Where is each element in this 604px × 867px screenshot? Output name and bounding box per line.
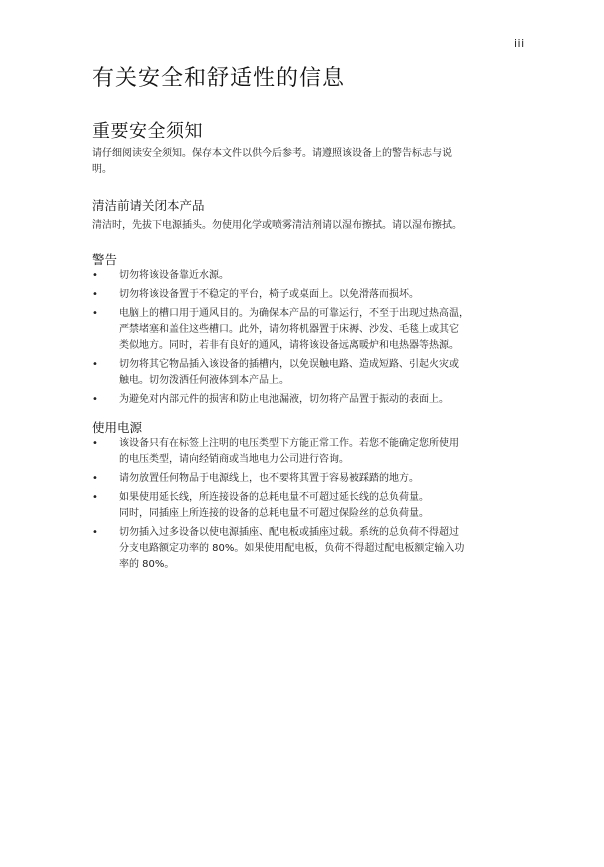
list-item-text: 为避免对内部元件的损害和防止电池漏液，切勿将产品置于振动的表面上。 — [119, 394, 449, 405]
power-heading: 使用电源 — [92, 420, 143, 435]
list-item — [92, 436, 524, 468]
list-item-text: 触电。切勿泼洒任何液体到本产品上。 — [119, 375, 289, 386]
page-title: 有关安全和舒适性的信息 — [92, 66, 346, 91]
page-number: iii — [514, 37, 525, 50]
list-item — [92, 471, 524, 487]
intro-line: 明。 — [92, 164, 112, 175]
bullet-icon: • — [92, 359, 98, 370]
list-item — [92, 392, 524, 408]
list-item-text: 切勿将其它物品插入该设备的插槽内，以免误触电路、造成短路、引起火灾或 — [119, 359, 459, 370]
bullet-icon: • — [92, 270, 98, 281]
list-item-text: 的电压类型，请向经销商或当地电力公司进行咨询。 — [119, 454, 349, 465]
bullet-icon: • — [92, 438, 98, 449]
bullet-icon: • — [92, 394, 98, 405]
warning-list — [92, 268, 524, 411]
list-item — [92, 306, 524, 354]
bullet-icon: • — [92, 473, 98, 484]
bullet-icon: • — [92, 527, 98, 538]
section-heading: 重要安全须知 — [92, 121, 203, 142]
list-item-text: 切勿将该设备靠近水源。 — [119, 270, 229, 281]
cleaning-heading: 清洁前请关闭本产品 — [92, 198, 205, 213]
list-item — [92, 268, 524, 284]
bullet-icon: • — [92, 492, 98, 503]
list-item-text: 请勿放置任何物品于电源线上，也不要将其置于容易被踩踏的地方。 — [119, 473, 419, 484]
list-item-text: 严禁堵塞和盖住这些槽口。此外，请勿将机器置于床褥、沙发、毛毯上或其它 — [119, 324, 459, 335]
list-item — [92, 357, 524, 389]
warning-heading: 警告 — [92, 252, 118, 267]
list-item-text: 同时，同插座上所连接的设备的总耗电量不可超过保险丝的总负荷量。 — [119, 508, 429, 519]
bullet-icon: • — [92, 289, 98, 300]
intro-paragraph — [92, 146, 532, 178]
list-item-text: 类似地方。同时，若非有良好的通风，请将该设备远离暖炉和电热器等热源。 — [119, 340, 459, 351]
list-item-text: 切勿将该设备置于不稳定的平台，椅子或桌面上。以免滑落而损坏。 — [119, 289, 419, 300]
list-item — [92, 525, 524, 573]
list-item-text: 率的 80%。 — [119, 559, 175, 570]
bullet-icon: • — [92, 308, 98, 319]
power-list — [92, 436, 524, 576]
list-item-text: 电脑上的槽口用于通风目的。为确保本产品的可靠运行，不至于出现过热高温， — [119, 308, 469, 319]
list-item-text: 如果使用延长线，所连接设备的总耗电量不可超过延长线的总负荷量。 — [119, 492, 429, 503]
list-item-text: 切勿插入过多设备以使电源插座、配电板或插座过载。系统的总负荷不得超过 — [119, 527, 459, 538]
list-item-text: 分支电路额定功率的 80%。如果使用配电板，负荷不得超过配电板额定输入功 — [119, 543, 465, 554]
list-item-text: 该设备只有在标签上注明的电压类型下方能正常工作。若您不能确定您所使用 — [119, 438, 459, 449]
intro-line: 请仔细阅读安全须知。保存本文件以供今后参考。请遵照该设备上的警告标志与说 — [92, 148, 452, 159]
list-item — [92, 287, 524, 303]
list-item — [92, 490, 524, 522]
cleaning-paragraph: 清洁时，先拔下电源插头。勿使用化学或喷雾清洁剂请以湿布擦拭。请以湿布擦拭。 — [92, 220, 462, 231]
